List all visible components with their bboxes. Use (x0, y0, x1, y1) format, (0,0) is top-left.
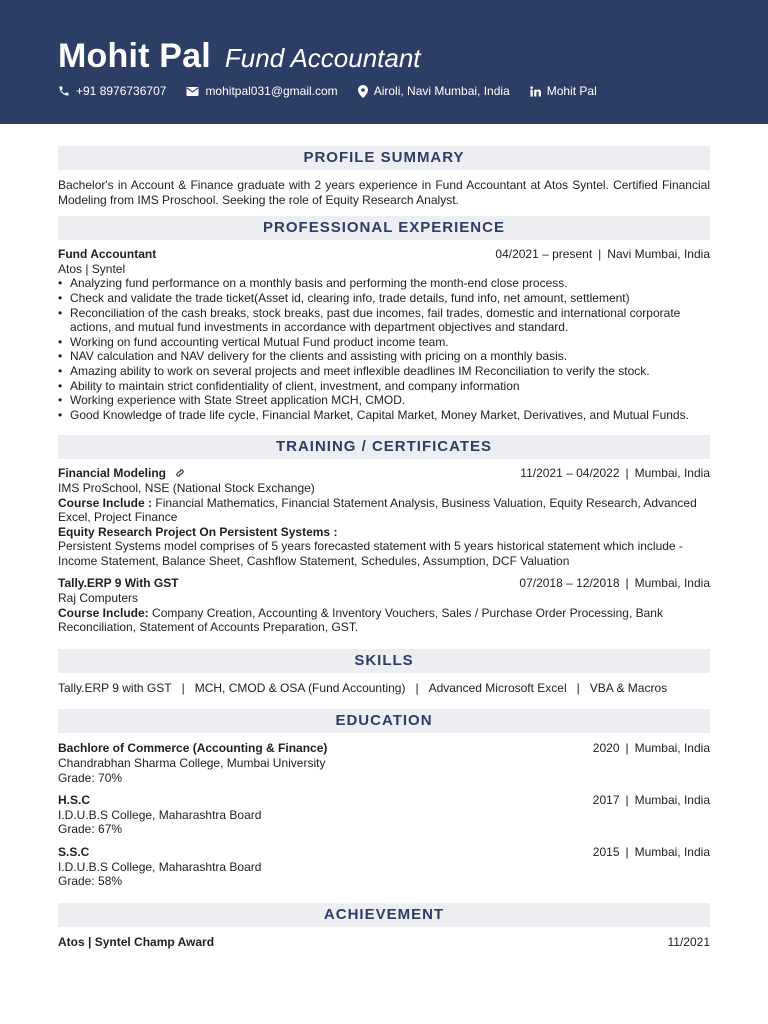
course-text: Company Creation, Accounting & Inventory Vouchers, Sales / Purchase Order Processing, Bank Reconciliation, Statement of Accounts Preparation, GST. (58, 605, 663, 635)
section-title-training: TRAINING / CERTIFICATES (58, 435, 710, 459)
email-text: mohitpal031@gmail.com (205, 84, 338, 98)
training-entry (58, 466, 710, 568)
degree-name: Bachlore of Commerce (Accounting & Finance) (58, 741, 328, 756)
job-location: Navi Mumbai, India (607, 247, 710, 262)
training-dates: 07/2018 – 12/2018 (519, 576, 620, 591)
training-org: Raj Computers (58, 591, 139, 606)
phone-text: +91 8976736707 (76, 84, 167, 98)
resume-header (0, 0, 768, 124)
education-entry: Bachlore of Commerce (Accounting & Finance) 2020 | Mumbai, India Chandrabhan Sharma College, Mumbai University Grade: 70% (58, 741, 710, 785)
contact-linkedin[interactable] (530, 84, 597, 99)
education-year: 2017 (592, 793, 620, 808)
training-location: Mumbai, India (634, 466, 710, 481)
education-entry: H.S.C 2017 | Mumbai, India I.D.U.B.S College, Maharashtra Board Grade: 67% (58, 793, 710, 837)
job-meta: 04/2021 – present | Navi Mumbai, India (495, 247, 710, 262)
skill-item: MCH, CMOD & OSA (Fund Accounting) (194, 680, 406, 695)
skills-list: Tally.ERP 9 with GST | MCH, CMOD & OSA (Fund Accounting) | Advanced Microsoft Excel | VBA & Macros (58, 680, 668, 695)
section-title-education: EDUCATION (58, 709, 710, 733)
bullet-item: • Ability to maintain strict confidentiality of client, investment, and company information (58, 379, 710, 394)
company-name: Atos | Syntel (58, 261, 126, 276)
grade: Grade: 67% (58, 822, 123, 837)
training-dates: 11/2021 – 04/2022 (520, 466, 620, 481)
section-title-achievement: ACHIEVEMENT (58, 903, 710, 927)
job-dates: 04/2021 – present (495, 247, 593, 262)
link-icon (175, 468, 185, 478)
training-entry (58, 576, 710, 634)
skill-item: Tally.ERP 9 with GST (58, 680, 172, 695)
training-name: Tally.ERP 9 With GST (58, 576, 179, 591)
bullet-item: • Working experience with State Street application MCH, CMOD. (58, 393, 710, 408)
grade: Grade: 58% (58, 874, 123, 889)
section-title-skills: SKILLS (58, 649, 710, 673)
experience-header-row (58, 247, 710, 262)
bullet-item: • NAV calculation and NAV delivery for the clients and assisting with pricing on a monthly basis. (58, 349, 710, 364)
education-location: Mumbai, India (634, 793, 710, 808)
grade: Grade: 70% (58, 770, 123, 785)
contact-location (358, 84, 510, 99)
location-text: Airoli, Navi Mumbai, India (373, 84, 510, 98)
training-course (58, 496, 710, 525)
contact-email[interactable] (186, 84, 337, 99)
training-location: Mumbai, India (634, 576, 710, 591)
education-entry: S.S.C 2015 | Mumbai, India I.D.U.B.S College, Maharashtra Board Grade: 58% (58, 845, 710, 889)
school-name: Chandrabhan Sharma College, Mumbai University (58, 756, 326, 771)
course-label: Course Include : (58, 495, 153, 510)
bullet-item: • Good Knowledge of trade life cycle, Financial Market, Capital Market, Money Market, Derivatives, and Mutual Funds. (58, 408, 710, 423)
section-title-experience: PROFESSIONAL EXPERIENCE (58, 216, 710, 240)
contact-list (58, 84, 710, 99)
education-year: 2020 (592, 741, 620, 756)
bullet-item: • Amazing ability to work on several projects and meet inflexible deadlines IM Reconciliation to verify the stock. (58, 364, 710, 379)
education-location: Mumbai, India (634, 741, 710, 756)
profile-text: Bachelor's in Account & Finance graduate with 2 years experience in Fund Accountant at Atos Syntel. Certified Financial Modeling from IMS Proschool. Seeking the role of Equity Research Analyst. (58, 178, 710, 207)
bullet-item: • Analyzing fund performance on a monthly basis and performing the month-end close process. (58, 276, 710, 291)
job-title: Fund Accountant (58, 247, 157, 262)
experience-entry (58, 247, 710, 422)
training-org: IMS ProSchool, NSE (National Stock Exchange) (58, 480, 315, 495)
training-course (58, 606, 710, 635)
education-year: 2015 (592, 845, 620, 859)
contact-phone[interactable] (58, 84, 166, 99)
school-name: I.D.U.B.S College, Maharashtra Board (58, 859, 262, 874)
training-meta: 11/2021 – 04/2022 | Mumbai, India (520, 466, 710, 481)
envelope-icon (186, 86, 199, 97)
bullet-item: • Reconciliation of the cash breaks, stock breaks, past due incomes, fail trades, domestic and international corporate actions, and mutual fund investments in accordance with department objectives and standard. (58, 306, 710, 335)
name-line (58, 36, 710, 78)
candidate-role: Fund Accountant (224, 43, 421, 73)
skill-item: VBA & Macros (589, 680, 668, 695)
school-name: I.D.U.B.S College, Maharashtra Board (58, 807, 262, 822)
candidate-name: Mohit Pal (58, 37, 211, 75)
achievement-entry (58, 935, 710, 950)
course-text: Financial Mathematics, Financial Statement Analysis, Business Valuation, Equity Research, Advanced Excel, Project Finance (58, 495, 697, 525)
map-pin-icon (358, 85, 368, 98)
course-label: Course Include: (58, 605, 149, 620)
achievement-name: Atos | Syntel Champ Award (58, 934, 215, 949)
bullet-item: • Working on fund accounting vertical Mutual Fund product income team. (58, 335, 710, 350)
skill-item: Advanced Microsoft Excel (428, 680, 567, 695)
training-name[interactable]: Financial Modeling (58, 466, 185, 481)
experience-bullets (58, 276, 710, 422)
degree-name: S.S.C (58, 845, 90, 859)
achievement-date: 11/2021 (667, 934, 710, 949)
project-text: Persistent Systems model comprises of 5 years forecasted statement with 5 years historical statement which include - Income Statement, Balance Sheet, Cashflow Statement, Schedules, Assumption, DCF Valuation (58, 539, 683, 568)
education-location: Mumbai, India (634, 845, 710, 859)
resume-body (0, 124, 768, 949)
training-meta: 07/2018 – 12/2018 | Mumbai, India (519, 576, 710, 591)
project-label: Equity Research Project On Persistent Systems : (58, 524, 338, 539)
section-title-profile: PROFILE SUMMARY (58, 146, 710, 170)
phone-icon (58, 85, 70, 97)
linkedin-icon (530, 86, 541, 97)
bullet-item: • Check and validate the trade ticket(Asset id, clearing info, trade details, fund info, net amount, settlement) (58, 291, 710, 306)
degree-name: H.S.C (58, 793, 91, 808)
linkedin-text: Mohit Pal (546, 84, 597, 98)
